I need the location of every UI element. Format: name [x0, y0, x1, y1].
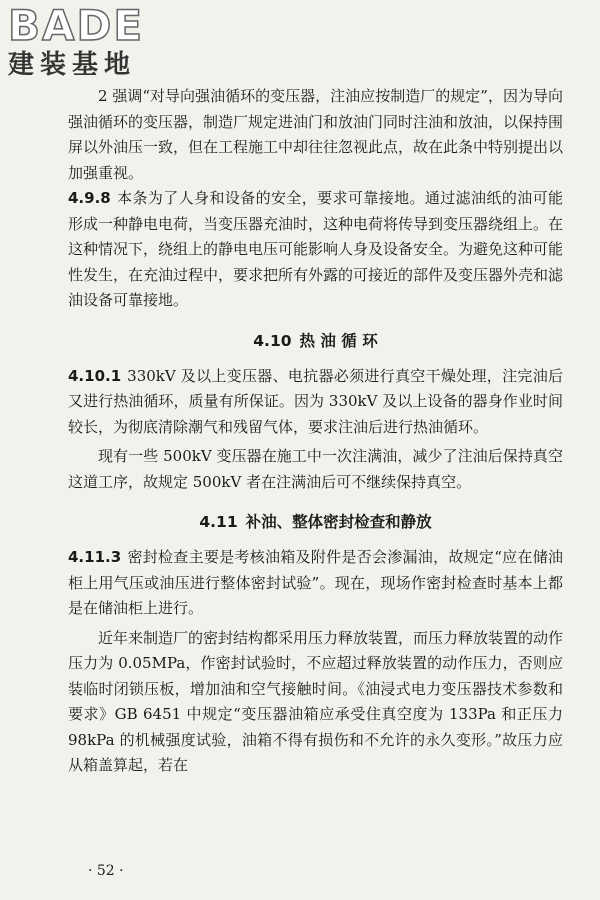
clause-text: 本条为了人身和设备的安全，要求可靠接地。通过滤油纸的油可能形成一种静电电荷，当变压器充油时，这种电荷将传导到变压器绕组上。在这种情况下，绕组上的静电电压可能影响人身及设备安全。为避免这种可能性发生，在充油过程中，要求把所有外露的可接近的部件及变压器外壳和滤油设备可靠接地。 [68, 189, 564, 309]
page-number: · 52 · [88, 863, 124, 879]
clause-4-11-3 [68, 545, 563, 622]
section-title: 热 油 循 环 [299, 330, 378, 350]
section-number: 4.11 [199, 513, 238, 531]
paragraph-500kv: 现有一些 500kV 变压器在施工中一次注满油，减少了注油后保持真空这道工序，故规定 500kV 者在注满油后可不继续保持真空。 [68, 447, 563, 491]
clause-text: 330kV 及以上变压器、电抗器必须进行真空干燥处理，注完油后又进行热油循环，质量有所保证。因为 330kV 及以上设备的器身作业时间较长，为彻底清除潮气和残留气体，要求注油后进行热油循环。 [68, 366, 563, 436]
logo-wordmark: BADE [8, 1, 145, 50]
paragraph-pressure-release: 近年来制造厂的密封结构都采用压力释放装置，而压力释放装置的动作压力为 0.05MPa，作密封试验时，不应超过释放装置的动作压力，否则应装临时闭锁压板，增加油和空气接触时间。《油浸式电力变压器技术参数和要求》GB 6451 中规定“变压器油箱应承受住真空度为 133Pa 和正压力 98kPa 的机械强度试验，油箱不得有损伤和不允许的永久变形。”故压力应从箱盖算起，若在 [68, 628, 564, 774]
section-number: 4.10 [253, 331, 292, 350]
paragraph-item-2: 2 强调“对导向强油循环的变压器，注油应按制造厂的规定”，因为导向强油循环的变压器，制造厂规定进油门和放油门同时注油和放油，以保持围屏以外油压一致，但在工程施工中却往往忽视此点，故在此条中特别提出以加强重视。 [68, 87, 564, 182]
clause-number: 4.9.8 [68, 189, 111, 207]
clause-4-9-8 [68, 186, 563, 314]
clause-number: 4.10.1 [68, 366, 122, 385]
section-heading-4-11 [68, 509, 563, 535]
clause-text: 密封检查主要是考核油箱及附件是否会渗漏油，故规定“应在储油柜上用气压或油压进行整体密封试验”。现在，现场作密封检查时基本上都是在储油柜上进行。 [68, 548, 563, 617]
section-title: 补油、整体密封检查和静放 [245, 512, 432, 531]
section-heading-4-10 [68, 328, 563, 354]
page-body [68, 84, 563, 779]
clause-number: 4.11.3 [68, 548, 122, 566]
clause-4-10-1 [68, 364, 563, 441]
logo-subtitle: 建装基地 [8, 50, 137, 80]
bade-logo [8, 1, 178, 84]
